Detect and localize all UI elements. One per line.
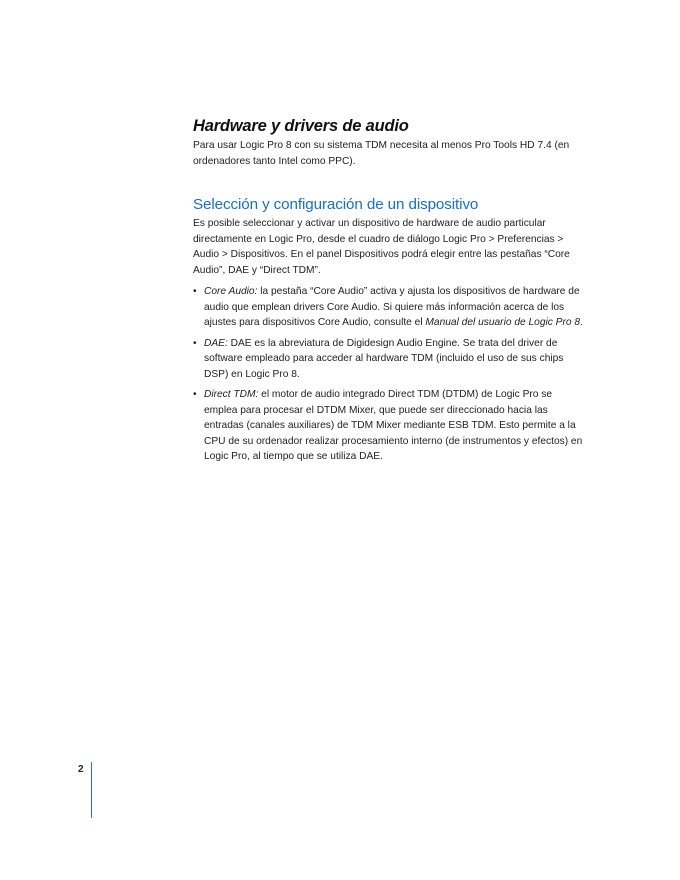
text-core-audio: la pestaña “Core Audio” activa y ajusta los dispositivos de hardware de audio que emplean drivers Core Audio. Si quiere más información acerca de los ajustes para dispositivos Core Audio, consulte el — [204, 286, 580, 328]
section-paragraph-device-selection: Es posible seleccionar y activar un dispositivo de hardware de audio particular directamente en Logic Pro, desde el cuadro de diálogo Logic Pro > Preferencias > Audio > Dispositivos. En el panel Dispositivos podrá elegir entre las pestañas “Core Audio”, DAE y “Direct TDM”. — [193, 218, 570, 276]
text-core-audio-end: . — [580, 317, 583, 328]
bullet-list — [193, 284, 585, 465]
list-item-dae — [193, 336, 585, 383]
list-item-direct-tdm — [193, 387, 585, 465]
text-dae: DAE es la abreviatura de Digidesign Audio Engine. Se trata del driver de software empleado para acceder al hardware TDM (incluido el uso de sus chips DSP) en Logic Pro 8. — [204, 337, 564, 380]
term-direct-tdm: Direct TDM: — [204, 389, 259, 400]
section-paragraph-hardware: Para usar Logic Pro 8 con su sistema TDM necesita al menos Pro Tools HD 7.4 (en ordenadores tanto Intel como PPC). — [193, 140, 570, 167]
bullet-icon: • — [193, 337, 197, 349]
list-item-core-audio — [193, 284, 585, 331]
section-heading-device-selection: Selección y configuración de un dispositivo — [193, 196, 479, 213]
reference-manual: Manual del usuario de Logic Pro 8 — [425, 317, 581, 328]
margin-rule — [91, 762, 92, 818]
term-core-audio: Core Audio: — [204, 286, 258, 297]
page-content — [193, 116, 585, 470]
bullet-icon: • — [193, 389, 197, 400]
term-dae: DAE: — [204, 337, 228, 349]
page-number: 2 — [78, 764, 84, 775]
section-heading-hardware: Hardware y drivers de audio — [193, 117, 409, 135]
bullet-icon: • — [193, 286, 197, 297]
text-direct-tdm: el motor de audio integrado Direct TDM (DTDM) de Logic Pro se emplea para procesar el DTDM Mixer, que puede ser direccionado hacia las entradas (canales auxiliares) de TDM Mixer mediante ESB TDM. Esto permite a la CPU de su ordenador realizar procesamiento interno (de instrumentos y efectos) en Logic Pro, al tiempo que se utiliza DAE. — [204, 389, 583, 462]
